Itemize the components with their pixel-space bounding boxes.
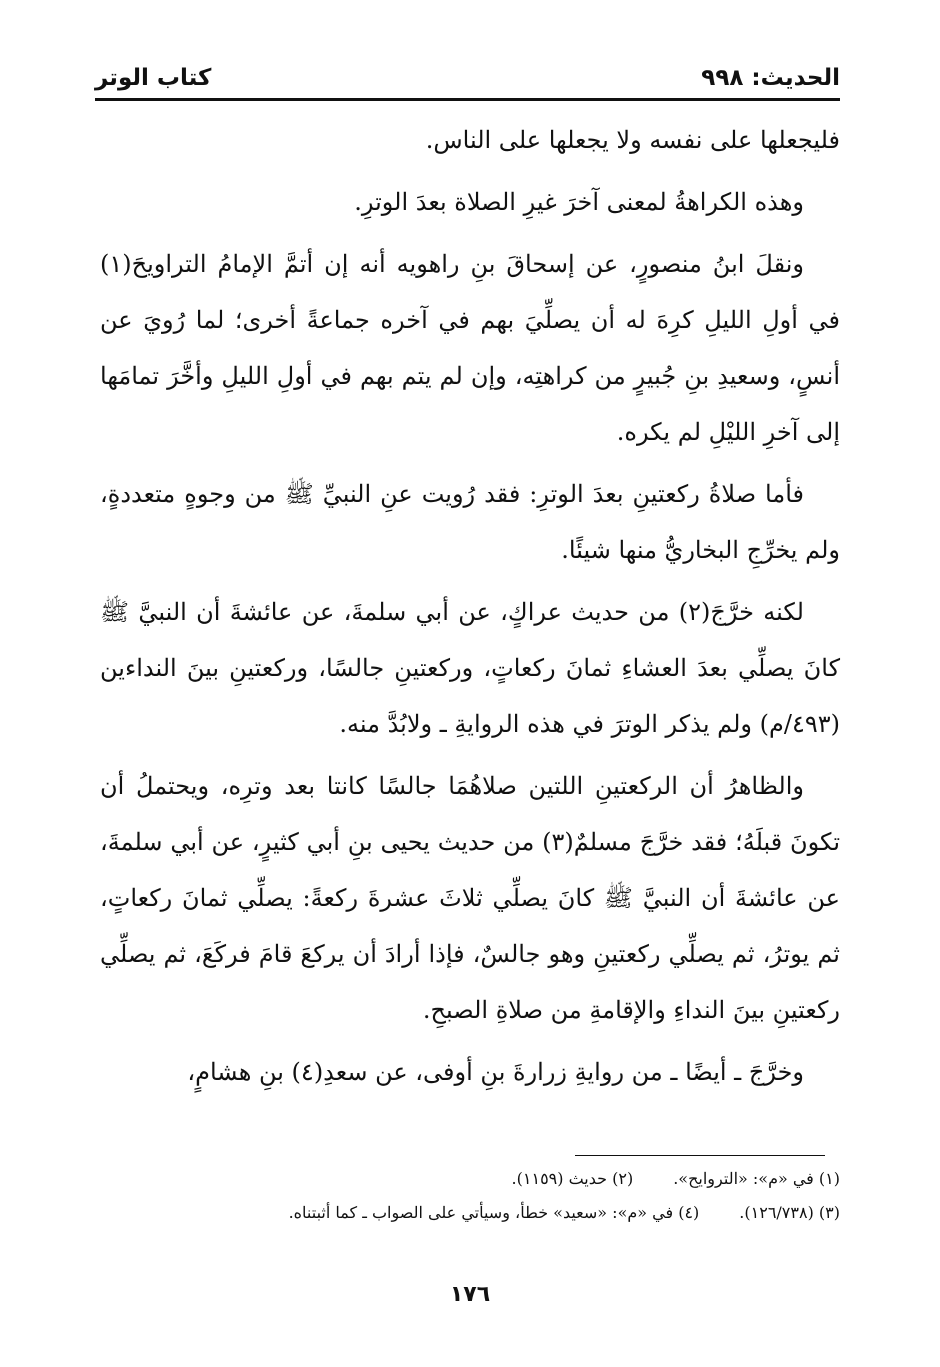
paragraph-4: فأما صلاةُ ركعتينِ بعدَ الوترِ: فقد رُويت عنِ النبيِّ ﷺ من وجوهٍ متعددةٍ، ولم يخرِّجِ البخاريُّ منها شيئًا. xyxy=(100,480,840,564)
paragraph-2: وهذه الكراهةُ لمعنى آخرَ غيرِ الصلاة بعدَ الوترِ. xyxy=(354,188,804,216)
paragraph-1: فليجعلها على نفسه ولا يجعلها على الناس. xyxy=(425,126,840,154)
paragraph-6: والظاهرُ أن الركعتينِ اللتين صلاهُمَا جالسًا كانتا بعد وترِه، ويحتملُ أن تكونَ قبلَهُ؛ فقد خرَّجَ مسلمٌ(٣) من حديث يحيى بنِ أبي كثيرٍ، عن أبي سلمةَ، عن عائشةَ أن النبيَّ ﷺ كانَ يصلِّي ثلاثَ عشرةَ ركعةً: يصلِّي ثمانَ ركعاتٍ، ثم يوترُ، ثم يصلِّي ركعتينِ وهو جالسٌ، فإذا أرادَ أن يركعَ قامَ فركَعَ، ثم يصلِّي ركعتينِ بينَ النداءِ والإقامةِ من صلاةِ الصبحِ. xyxy=(100,772,840,1024)
footnote-rule xyxy=(575,1155,825,1156)
running-header xyxy=(95,60,840,96)
page-number: ١٧٦ xyxy=(449,1282,491,1307)
footnote-4: (٤) في «م»: «سعيد» خطأ، وسيأتي على الصواب ـ كما أثبتناه. xyxy=(288,1203,700,1222)
paragraph-3: ونقلَ ابنُ منصورٍ، عن إسحاقَ بنِ راهويه أنه إن أتمَّ الإمامُ التراويحَ(١) في أولِ الليلِ كرِهَ له أن يصلِّيَ بهم في آخره جماعةً أخرى؛ لما رُويَ عن أنسٍ، وسعيدِ بنِ جُبيرٍ من كراهتِه، وإن لم يتم بهم في أولِ الليلِ وأخَّرَ تمامَها إلى آخرِ الليْلِ لم يكره. xyxy=(100,250,840,446)
book-title-header: كتاب الوتر xyxy=(95,65,212,91)
main-text xyxy=(100,112,840,1106)
footnote-line xyxy=(100,1162,840,1196)
footnote-2: (٢) حديث (١١٥٩). xyxy=(511,1169,634,1188)
footnote-line xyxy=(100,1196,840,1230)
paragraph-7: وخرَّجَ ـ أيضًا ـ من روايةِ زرارةَ بنِ أوفى، عن سعدِ(٤) بنِ هشامٍ، xyxy=(187,1058,804,1086)
hadith-number-header: الحديث: ٩٩٨ xyxy=(701,65,840,91)
footnote-1: (١) في «م»: «التروايح». xyxy=(673,1169,840,1188)
footnotes xyxy=(100,1162,840,1230)
paragraph-5: لكنه خرَّجَ(٢) من حديث عراكٍ، عن أبي سلمةَ، عن عائشةَ أن النبيَّ ﷺ كانَ يصلِّي بعدَ العشاءِ ثمانَ ركعاتٍ، وركعتينِ جالسًا، وركعتينِ بينَ النداءين (٤٩٣/م) ولم يذكر الوترَ في هذه الروايةِ ـ ولابُدَّ منه. xyxy=(100,598,840,738)
header-rule xyxy=(95,98,840,101)
footnote-3: (٣) (١٢٦/٧٣٨). xyxy=(739,1203,840,1222)
